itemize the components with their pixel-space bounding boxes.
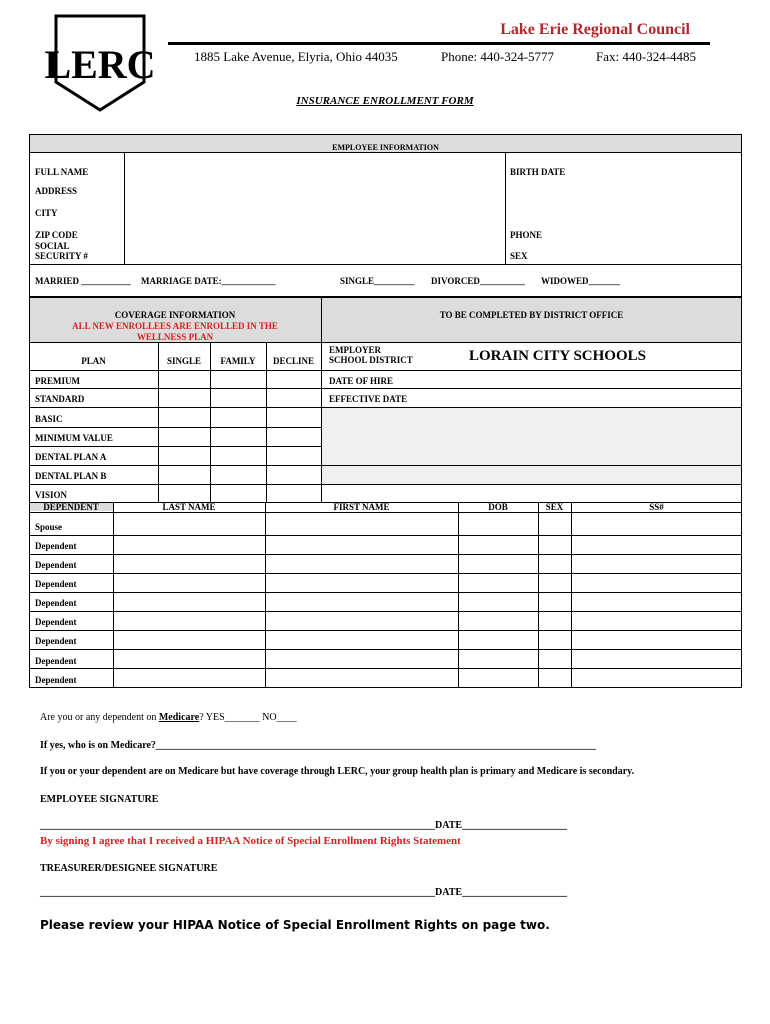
birth-date-field[interactable]: [575, 156, 743, 178]
divider: [210, 342, 211, 503]
divider: [29, 668, 742, 669]
employer-label-1: EMPLOYER: [329, 345, 382, 355]
wellness-note-2: WELLNESS PLAN: [136, 332, 214, 342]
plan-dental-a: DENTAL PLAN A: [35, 452, 107, 462]
org-phone: Phone: 440-324-5777: [441, 49, 555, 64]
employee-signature-line[interactable]: _______________________________________________________________________________DATE_____________________: [40, 820, 568, 831]
logo-text: LERC: [44, 42, 156, 87]
medicare-q-prefix: Are you or any dependent on: [40, 712, 159, 723]
divider: [571, 502, 572, 688]
col-sex: SEX: [545, 502, 564, 512]
city-label: CITY: [35, 208, 58, 218]
birth-date-label: BIRTH DATE: [510, 167, 566, 177]
divider: [124, 152, 125, 264]
header-rule: [168, 42, 710, 45]
dependent-row-label: Dependent: [35, 675, 77, 685]
treasurer-signature-label: TREASURER/DESIGNEE SIGNATURE: [40, 863, 218, 874]
medicare-note: If you or your dependent are on Medicare but have coverage through LERC, your group health plan is primary and Medicare is secondary.: [40, 766, 635, 777]
medicare-q-word: Medicare: [158, 712, 200, 723]
divider: [29, 512, 742, 513]
org-address: 1885 Lake Avenue, Elyria, Ohio 44035: [194, 49, 398, 64]
divider: [29, 573, 742, 574]
district-office-title: TO BE COMPLETED BY DISTRICT OFFICE: [439, 310, 624, 320]
full-name-field[interactable]: [127, 156, 506, 178]
org-name: Lake Erie Regional Council: [500, 21, 690, 38]
dependent-row-label: Dependent: [35, 617, 77, 627]
divider: [29, 554, 742, 555]
medicare-q-suffix[interactable]: ? YES_______ NO____: [199, 712, 297, 723]
employee-info-title: EMPLOYEE INFORMATION: [332, 143, 439, 152]
single-field[interactable]: SINGLE_________: [340, 276, 415, 286]
hipaa-acknowledgement: By signing I agree that I received a HIPAA Notice of Special Enrollment Rights Statement: [40, 835, 461, 847]
medicare-who-field[interactable]: If yes, who is on Medicare?________________________________________________________________________________________: [40, 740, 596, 751]
date-of-hire-label: DATE OF HIRE: [329, 376, 394, 386]
full-name-label: FULL NAME: [35, 167, 89, 177]
dependent-row-label: Dependent: [35, 598, 77, 608]
marriage-date-field[interactable]: MARRIAGE DATE:____________: [141, 276, 276, 286]
sex-label: SEX: [510, 251, 528, 261]
divider: [29, 484, 742, 485]
district-blank-area: [322, 408, 741, 465]
col-single: SINGLE: [166, 356, 201, 366]
col-dependent: DEPENDENT: [43, 502, 99, 512]
married-field[interactable]: MARRIED ___________: [35, 276, 131, 286]
treasurer-signature-line[interactable]: _______________________________________________________________________________DATE_____________________: [40, 887, 568, 898]
divider: [29, 388, 742, 389]
wellness-note-1: ALL NEW ENROLLEES ARE ENROLLED IN THE: [72, 321, 278, 331]
social-security-label-1: SOCIAL: [35, 241, 70, 251]
divider: [29, 630, 742, 631]
widowed-field[interactable]: WIDOWED_______: [541, 276, 621, 286]
plan-vision: VISION: [35, 490, 68, 500]
form-title: INSURANCE ENROLLMENT FORM: [296, 95, 474, 107]
city-field[interactable]: [127, 200, 506, 220]
dependents-table: [29, 502, 742, 688]
org-fax: Fax: 440-324-4485: [596, 49, 697, 64]
divider: [266, 342, 267, 503]
hipaa-review-note: Please review your HIPAA Notice of Special Enrollment Rights on page two.: [40, 918, 550, 932]
phone-label: PHONE: [510, 230, 543, 240]
social-security-label-2: SECURITY #: [35, 251, 88, 261]
divorced-field[interactable]: DIVORCED__________: [431, 276, 525, 286]
dependent-row-label: Dependent: [35, 541, 77, 551]
divider: [538, 502, 539, 688]
dependent-row-label: Dependent: [35, 560, 77, 570]
divider: [113, 502, 114, 688]
divider: [29, 370, 742, 371]
employee-signature-label: EMPLOYEE SIGNATURE: [40, 794, 159, 805]
divider: [29, 264, 742, 265]
district-blank-area-2: [322, 466, 741, 484]
col-plan: PLAN: [81, 356, 106, 366]
zip-code-label: ZIP CODE: [35, 230, 78, 240]
effective-date-label: EFFECTIVE DATE: [329, 394, 408, 404]
dependent-row-label: Dependent: [35, 656, 77, 666]
divider: [29, 535, 742, 536]
plan-basic: BASIC: [35, 414, 63, 424]
plan-standard: STANDARD: [35, 394, 85, 404]
divider: [158, 342, 159, 503]
coverage-title: COVERAGE INFORMATION: [114, 310, 236, 320]
col-last-name: LAST NAME: [162, 502, 216, 512]
col-family: FAMILY: [220, 356, 256, 366]
col-first-name: FIRST NAME: [333, 502, 390, 512]
divider: [265, 502, 266, 688]
plan-dental-b: DENTAL PLAN B: [35, 471, 107, 481]
col-dob: DOB: [488, 502, 508, 512]
address-field[interactable]: [127, 180, 506, 200]
divider: [458, 502, 459, 688]
divider: [29, 592, 742, 593]
divider: [29, 446, 321, 447]
dependent-row-label: Dependent: [35, 579, 77, 589]
dependent-row-label: Dependent: [35, 636, 77, 646]
district-name: LORAIN CITY SCHOOLS: [469, 348, 646, 364]
divider: [29, 152, 742, 153]
divider: [29, 611, 742, 612]
divider: [29, 342, 742, 343]
medicare-question: [40, 712, 297, 723]
address-label: ADDRESS: [35, 186, 78, 196]
plan-premium: PREMIUM: [35, 376, 80, 386]
plan-minimum-value: MINIMUM VALUE: [35, 433, 113, 443]
col-decline: DECLINE: [272, 356, 314, 366]
divider: [29, 427, 321, 428]
dependent-row-label: Spouse: [35, 522, 63, 532]
divider: [29, 649, 742, 650]
employer-label-2: SCHOOL DISTRICT: [329, 355, 413, 365]
col-ss: SS#: [649, 502, 664, 512]
